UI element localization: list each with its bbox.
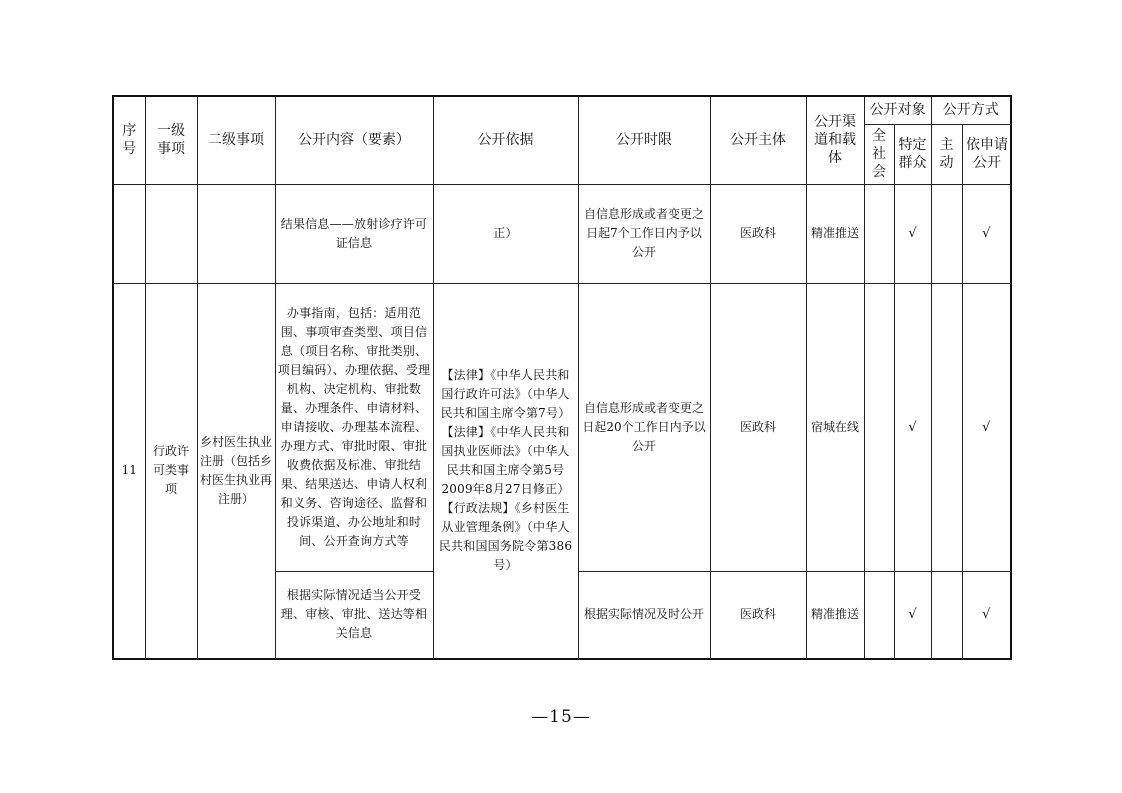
header-method-request: 依申请公开 (962, 124, 1011, 184)
header-method: 公开方式 (931, 96, 1011, 124)
row2-content: 办事指南，包括：适用范围、事项审查类型、项目信息（项目名称、审批类别、项目编码）、办理依据、受理机构、决定机构、审批数量、办理条件、申请材料、申请接收、办理基本流程、办理方式、审批时限、审批收费依据及标准、审批结果、结果送达、申请人权利和义务、咨询途径、监督和投诉渠道、办公地址和时间、公开查询方式等 (275, 283, 433, 571)
row3-time-limit: 根据实际情况及时公开 (578, 571, 710, 659)
row2-basis: 【法律】《中华人民共和国行政许可法》（中华人民共和国主席令第7号）【法律】《中华人民共和国执业医师法》（中华人民共和国主席令第5号 2009年8月27日修正）【行政法规】《乡村医生从业管理条例》（中华人民共和国国务院令第386号） (433, 283, 578, 659)
header-level2: 二级事项 (197, 96, 275, 184)
row1-basis: 正） (433, 184, 578, 283)
header-seq: 序号 (113, 96, 145, 184)
row1-request: √ (962, 184, 1011, 283)
row2-subject: 医政科 (710, 283, 806, 571)
header-content: 公开内容（要素） (275, 96, 433, 184)
row2-level2: 乡村医生执业注册（包括乡村医生执业再注册） (197, 283, 275, 659)
row2-request: √ (962, 283, 1011, 571)
header-audience: 公开对象 (864, 96, 931, 124)
header-subject: 公开主体 (710, 96, 806, 184)
header-basis: 公开依据 (433, 96, 578, 184)
header-audience-specific: 特定群众 (894, 124, 931, 184)
row1-level2 (197, 184, 275, 283)
row2-channel: 宿城在线 (806, 283, 864, 571)
table-row (113, 283, 1011, 571)
row3-content: 根据实际情况适当公开受理、审核、审批、送达等相关信息 (275, 571, 433, 659)
disclosure-table (112, 95, 1012, 660)
row3-all (864, 571, 894, 659)
table-row (113, 184, 1011, 283)
header-method-active: 主动 (931, 124, 962, 184)
row1-specific: √ (894, 184, 931, 283)
row2-time-limit: 自信息形成或者变更之日起20个工作日内予以公开 (578, 283, 710, 571)
row2-active (931, 283, 962, 571)
row1-content: 结果信息——放射诊疗许可证信息 (275, 184, 433, 283)
header-level1: 一级事项 (145, 96, 197, 184)
row3-request: √ (962, 571, 1011, 659)
row3-specific: √ (894, 571, 931, 659)
header-channel: 公开渠道和载体 (806, 96, 864, 184)
row2-seq: 11 (113, 283, 145, 659)
header-audience-all: 全社会 (864, 124, 894, 184)
row3-channel: 精准推送 (806, 571, 864, 659)
row2-specific: √ (894, 283, 931, 571)
row1-channel: 精准推送 (806, 184, 864, 283)
page-number: —15— (531, 707, 591, 727)
row1-all (864, 184, 894, 283)
row1-level1 (145, 184, 197, 283)
row1-subject: 医政科 (710, 184, 806, 283)
row1-active (931, 184, 962, 283)
row2-level1: 行政许可类事项 (145, 283, 197, 659)
row3-active (931, 571, 962, 659)
row1-seq (113, 184, 145, 283)
row3-subject: 医政科 (710, 571, 806, 659)
row2-all (864, 283, 894, 571)
header-time-limit: 公开时限 (578, 96, 710, 184)
row1-time-limit: 自信息形成或者变更之日起7个工作日内予以公开 (578, 184, 710, 283)
